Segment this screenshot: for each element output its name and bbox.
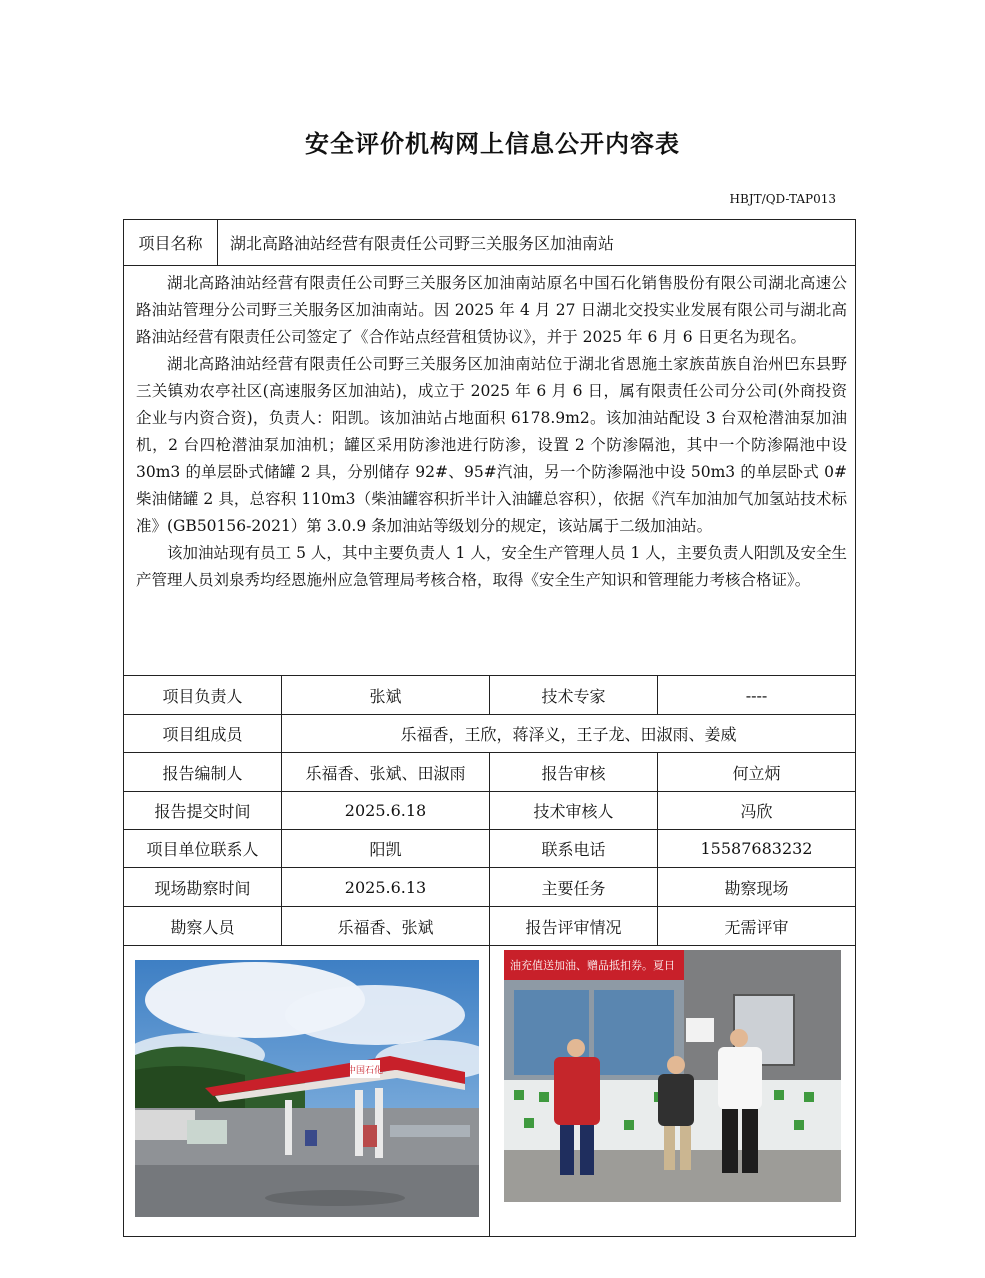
description-paragraph-1: 湖北高路油站经营有限责任公司野三关服务区加油南站原名中国石化销售股份有限公司湖北高速公路油站管理分公司野三关服务区加油南站。因 2025 年 4 月 27 日湖北交投实业发展有限公司与湖北高路油站经营有限责任公司签定了《合作站点经营租赁协议》，并于 2025 年 6 月 6 日更名为现名。 (136, 274, 847, 346)
surveyors-label: 勘察人员 (124, 907, 282, 945)
author-value: 乐福香、张斌、田淑雨 (282, 753, 490, 791)
leader-row (124, 676, 855, 715)
leader-value: 张斌 (282, 676, 490, 714)
project-description (124, 266, 855, 676)
members-row (124, 715, 855, 753)
submit-row (124, 792, 855, 830)
info-table (123, 219, 856, 1237)
assessment-value: 无需评审 (724, 917, 789, 937)
members-value: 乐福香，王欣，蒋泽义，王子龙、田淑雨、姜威 (400, 725, 737, 744)
description-paragraph-3: 该加油站现有员工 5 人，其中主要负责人 1 人，安全生产管理人员 1 人，主要负责人阳凯及安全生产管理人员刘泉秀均经恩施州应急管理局考核合格，取得《安全生产知识和管理能力考核合格证》。 (136, 544, 847, 589)
members-label: 项目组成员 (124, 715, 282, 752)
project-name-value: 湖北高路油站经营有限责任公司野三关服务区加油南站 (230, 234, 615, 253)
description-paragraph-2: 湖北高路油站经营有限责任公司野三关服务区加油南站位于湖北省恩施土家族苗族自治州巴东县野三关镇劝农亭社区(高速服务区加油站)，成立于 2025 年 6 月 6 日，属有限责任公司分公司(外商投资企业与内资合资)，负责人：阳凯。该加油站占地面积 6178.9m2。该加油站配设 3 台双枪潜油泵加油机，2 台四枪潜油泵加油机；罐区采用防渗池进行防渗，设置 2 个防渗隔池，其中一个防渗隔池中设 30m3 的单层卧式储罐 2 具，分别储存 92#、95#汽油，另一个防渗隔池中设 50m3 的单层卧式 0#柴油储罐 2 具，总容积 110m3（柴油罐容积折半计入油罐总容积），依据《汽车加油加气加氢站技术标准》(GB50156-2021）第 3.0.9 条加油站等级划分的规定，该站属于二级加油站。 (136, 355, 847, 535)
submit-value: 2025.6.18 (282, 792, 490, 829)
photo-area (124, 946, 855, 1236)
expert-label: 技术专家 (490, 676, 658, 714)
phone-value: 15587683232 (700, 839, 813, 858)
tech-review-label: 技术审核人 (490, 792, 658, 829)
submit-label: 报告提交时间 (124, 792, 282, 829)
review-value: 何立炳 (732, 763, 781, 783)
author-label: 报告编制人 (124, 753, 282, 791)
survey-time-label: 现场勘察时间 (124, 868, 282, 906)
surveyors-value: 乐福香、张斌 (282, 907, 490, 945)
expert-value: ---- (745, 685, 768, 705)
project-name-label: 项目名称 (124, 220, 218, 265)
task-label: 主要任务 (490, 868, 658, 906)
leader-label: 项目负责人 (124, 676, 282, 714)
surveyors-row (124, 907, 855, 946)
project-name-row (124, 220, 855, 266)
tech-review-value: 冯欣 (740, 802, 773, 821)
gas-station-photo (135, 960, 479, 1217)
author-row (124, 753, 855, 792)
contact-label: 项目单位联系人 (124, 830, 282, 867)
station-sign-text: 中国石化 (346, 1066, 384, 1076)
survey-time-row (124, 868, 855, 907)
banner-text: 油充值送加油、赠品抵扣券。夏日 (510, 959, 675, 972)
survey-time-value: 2025.6.13 (282, 868, 490, 906)
review-label: 报告审核 (490, 753, 658, 791)
task-value: 勘察现场 (724, 878, 789, 898)
site-survey-photo (504, 950, 841, 1202)
document-code: HBJT/QD-TAP013 (729, 192, 836, 206)
phone-label: 联系电话 (490, 830, 658, 867)
photo-divider (489, 946, 490, 1236)
contact-value: 阳凯 (282, 830, 490, 867)
contact-row (124, 830, 855, 868)
page-title: 安全评价机构网上信息公开内容表 (305, 129, 680, 158)
assessment-label: 报告评审情况 (490, 907, 658, 945)
